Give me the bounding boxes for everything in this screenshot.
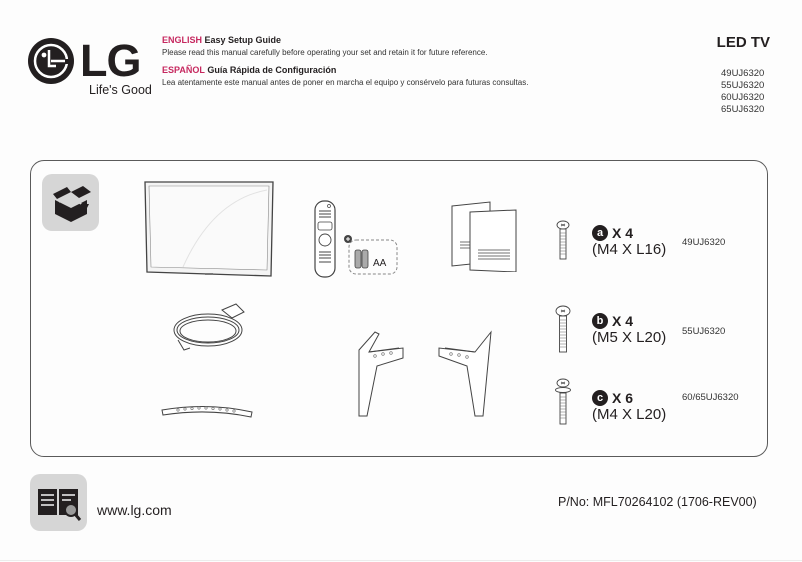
lg-face-icon <box>28 38 74 84</box>
spanish-language-label: ESPAÑOL <box>162 65 205 75</box>
screw-model: 55UJ6320 <box>682 326 726 337</box>
screw-spec: (M5 X L20) <box>592 329 667 346</box>
english-heading <box>162 35 281 46</box>
screw-model: 60/65UJ6320 <box>682 392 739 403</box>
open-box-icon <box>49 182 93 224</box>
tv-illustration <box>143 180 275 285</box>
cable-tie-illustration <box>158 400 256 427</box>
screw-spec: (M4 X L20) <box>592 406 667 423</box>
stand-legs-illustration <box>355 330 495 425</box>
screw-icon <box>556 220 570 262</box>
bottom-divider <box>0 560 802 561</box>
screw-icon <box>555 305 571 355</box>
brand-tagline: Life's Good <box>89 83 152 97</box>
battery-type-label: AA <box>373 258 387 269</box>
screw-a-info <box>592 225 666 258</box>
english-language-label: ENGLISH <box>162 35 203 45</box>
magic-remote-illustration <box>314 200 336 283</box>
model-item: 55UJ6320 <box>721 80 765 91</box>
spanish-title: Guía Rápida de Configuración <box>207 65 337 75</box>
screw-with-washer-icon <box>555 378 571 426</box>
english-description: Please read this manual carefully before operating your set and retain it for future reference. <box>162 48 488 57</box>
screw-c-illustration <box>555 378 571 431</box>
screw-badge: b <box>592 313 608 329</box>
power-cord-illustration <box>170 302 250 363</box>
screw-qty: X 4 <box>612 225 634 241</box>
lg-wordmark: LG <box>80 35 141 86</box>
screw-spec: (M4 X L16) <box>592 241 667 258</box>
spanish-description: Lea atentamente este manual antes de poner en marcha el equipo y consérvelo para futuras consultas. <box>162 78 529 87</box>
model-item: 49UJ6320 <box>721 68 765 79</box>
screw-qty: X 6 <box>612 390 634 406</box>
screw-b-info <box>592 313 666 346</box>
screw-a-illustration <box>556 220 570 267</box>
screw-c-info <box>592 390 666 423</box>
website-url[interactable]: www.lg.com <box>97 502 172 518</box>
model-list <box>721 68 764 116</box>
english-title: Easy Setup Guide <box>204 35 282 45</box>
screw-badge: c <box>592 390 608 406</box>
part-number: P/No: MFL70264102 (1706-REV00) <box>558 495 757 509</box>
battery-icon <box>343 234 399 276</box>
manual-search-icon <box>36 483 82 523</box>
batteries-group <box>343 234 399 276</box>
screw-badge: a <box>592 225 608 241</box>
manuals-illustration <box>450 200 518 277</box>
contents-tile <box>42 174 99 231</box>
product-type: LED TV <box>716 34 770 51</box>
screw-model: 49UJ6320 <box>682 237 726 248</box>
spanish-heading <box>162 65 336 76</box>
screw-b-illustration <box>555 305 571 360</box>
model-item: 65UJ6320 <box>721 104 765 115</box>
lg-logo-mark <box>28 38 74 84</box>
manual-tile <box>30 474 87 531</box>
screw-qty: X 4 <box>612 313 634 329</box>
model-item: 60UJ6320 <box>721 92 765 103</box>
